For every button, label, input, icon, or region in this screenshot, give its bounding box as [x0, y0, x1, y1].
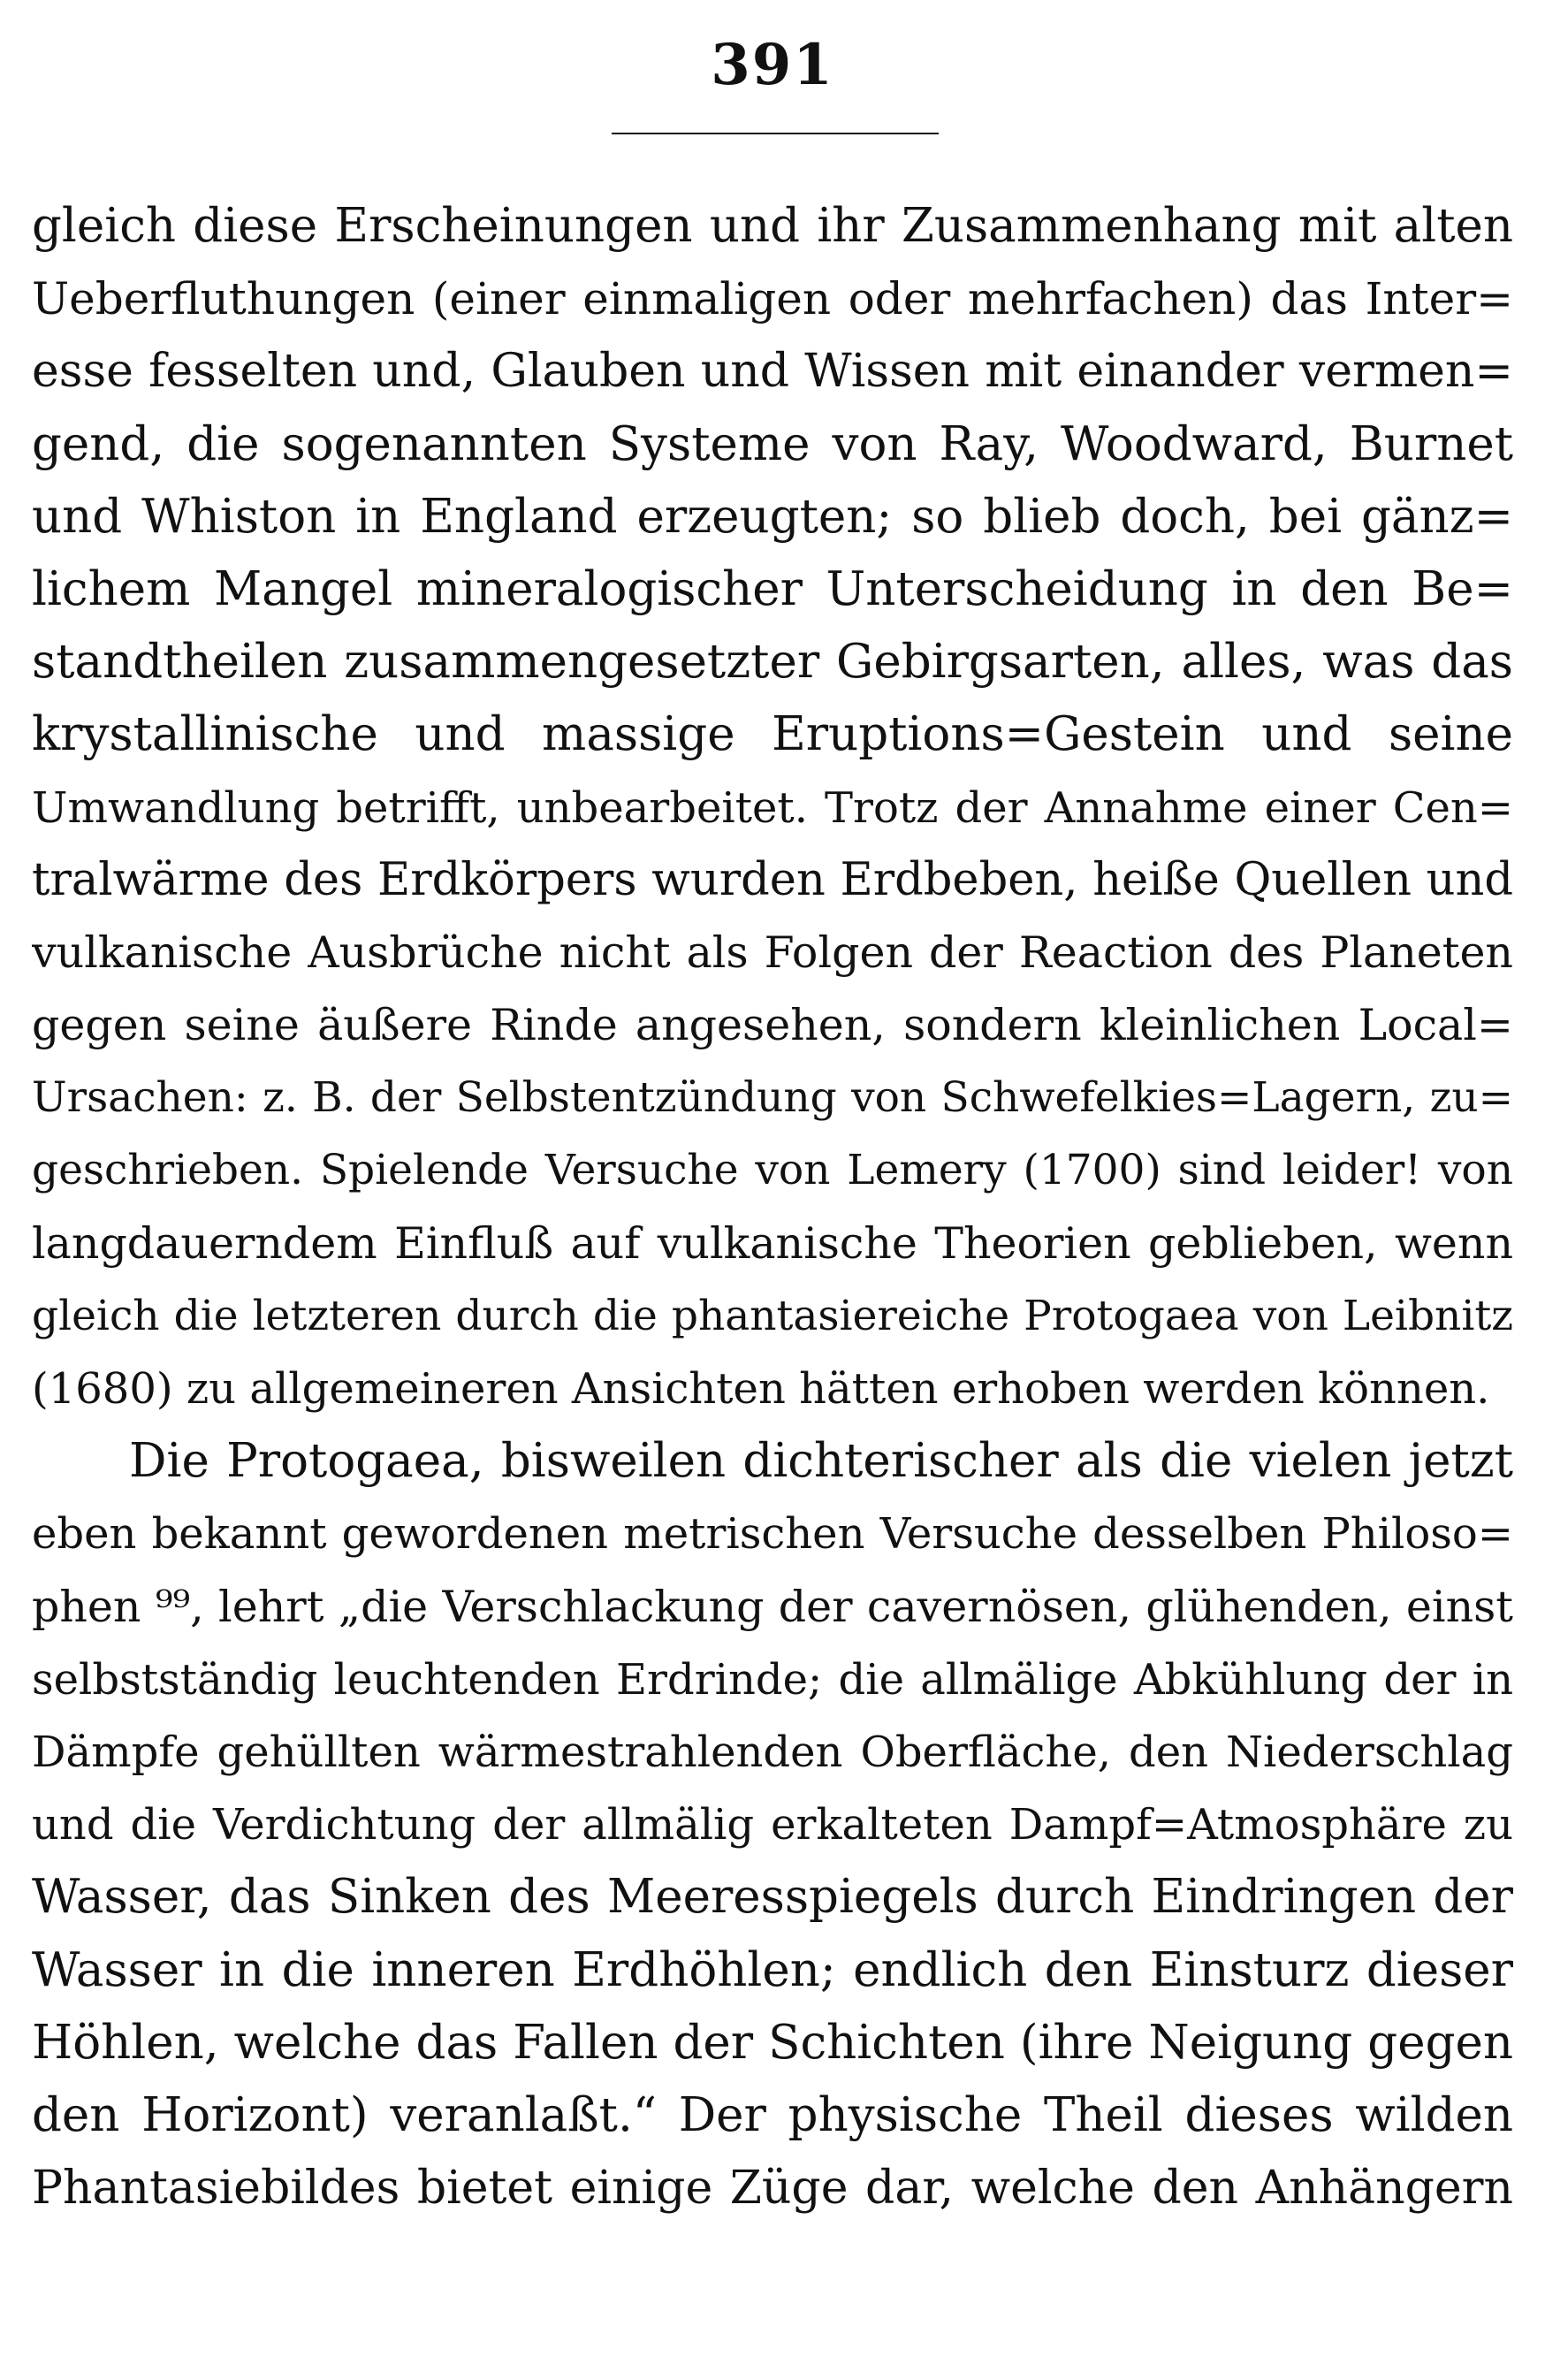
text-line: Dämpfe gehüllten wärmestrahlenden Oberfläche, den Niederschlag [32, 1727, 1513, 1777]
text-line: gleich die letzteren durch die phantasiereiche Protogaea von Leibnitz [32, 1291, 1513, 1340]
paragraph-start-line: Die Protogaea, bisweilen dichterischer als die vielen jetzt [129, 1434, 1513, 1489]
text-line: gegen seine äußere Rinde angesehen, sondern kleinlichen Local= [32, 1000, 1513, 1051]
text-line: tralwärme des Erdkörpers wurden Erdbeben, heiße Quellen und [32, 853, 1513, 906]
text-line: langdauerndem Einfluß auf vulkanische Theorien geblieben, wenn [32, 1217, 1513, 1269]
text-line: vulkanische Ausbrüche nicht als Folgen der Reaction des Planeten [32, 927, 1513, 978]
text-line: Wasser in die inneren Erdhöhlen; endlich den Einsturz dieser [32, 1942, 1513, 1997]
text-line: Höhlen, welche das Fallen der Schichten (ihre Neigung gegen [32, 2015, 1513, 2070]
text-line: esse fesselten und, Glauben und Wissen mit einander vermen= [32, 345, 1513, 399]
text-line: den Horizont) veranlaßt.“ Der physische Theil dieses wilden [32, 2087, 1513, 2142]
header-rule [612, 133, 939, 134]
text-line: Phantasiebildes bietet einige Züge dar, welche den Anhängern [32, 2162, 1513, 2216]
text-line: (1680) zu allgemeineren Ansichten hätten erhoben werden können. [32, 1364, 1490, 1414]
text-line: krystallinische und massige Eruptions=Gestein und seine [32, 707, 1513, 762]
text-line: gend, die sogenannten Systeme von Ray, Woodward, Burnet [32, 416, 1513, 471]
text-line: Wasser, das Sinken des Meeresspiegels durch Eindringen der [32, 1870, 1513, 1925]
text-line: eben bekannt gewordenen metrischen Versuche desselben Philoso= [32, 1509, 1513, 1560]
text-line: Umwandlung betrifft, unbearbeitet. Trotz der Annahme einer Cen= [32, 782, 1513, 833]
text-line: gleich diese Erscheinungen und ihr Zusammenhang mit alten [32, 199, 1513, 253]
text-line: und Whiston in England erzeugten; so blieb doch, bei gänz= [32, 489, 1513, 544]
text-line: lichem Mangel mineralogischer Unterscheidung in den Be= [32, 561, 1513, 616]
text-line: Ueberfluthungen (einer einmaligen oder mehrfachen) das Inter= [32, 273, 1513, 325]
page-number: 391 [711, 32, 834, 98]
text-line: Ursachen: z. B. der Selbstentzündung von Schwefelkies=Lagern, zu= [32, 1073, 1513, 1123]
text-line: geschrieben. Spielende Versuche von Lemery (1700) sind leider! von [32, 1146, 1513, 1195]
text-line: und die Verdichtung der allmälig erkalteten Dampf=Atmosphäre zu [32, 1800, 1513, 1850]
text-line: phen ⁹⁹, lehrt „die Verschlackung der cavernösen, glühenden, einst [32, 1581, 1513, 1632]
body-text [32, 190, 1513, 2224]
text-line: selbstständig leuchtenden Erdrinde; die allmälige Abkühlung der in [32, 1654, 1513, 1705]
text-line: standtheilen zusammengesetzter Gebirgsarten, alles, was das [32, 635, 1513, 690]
